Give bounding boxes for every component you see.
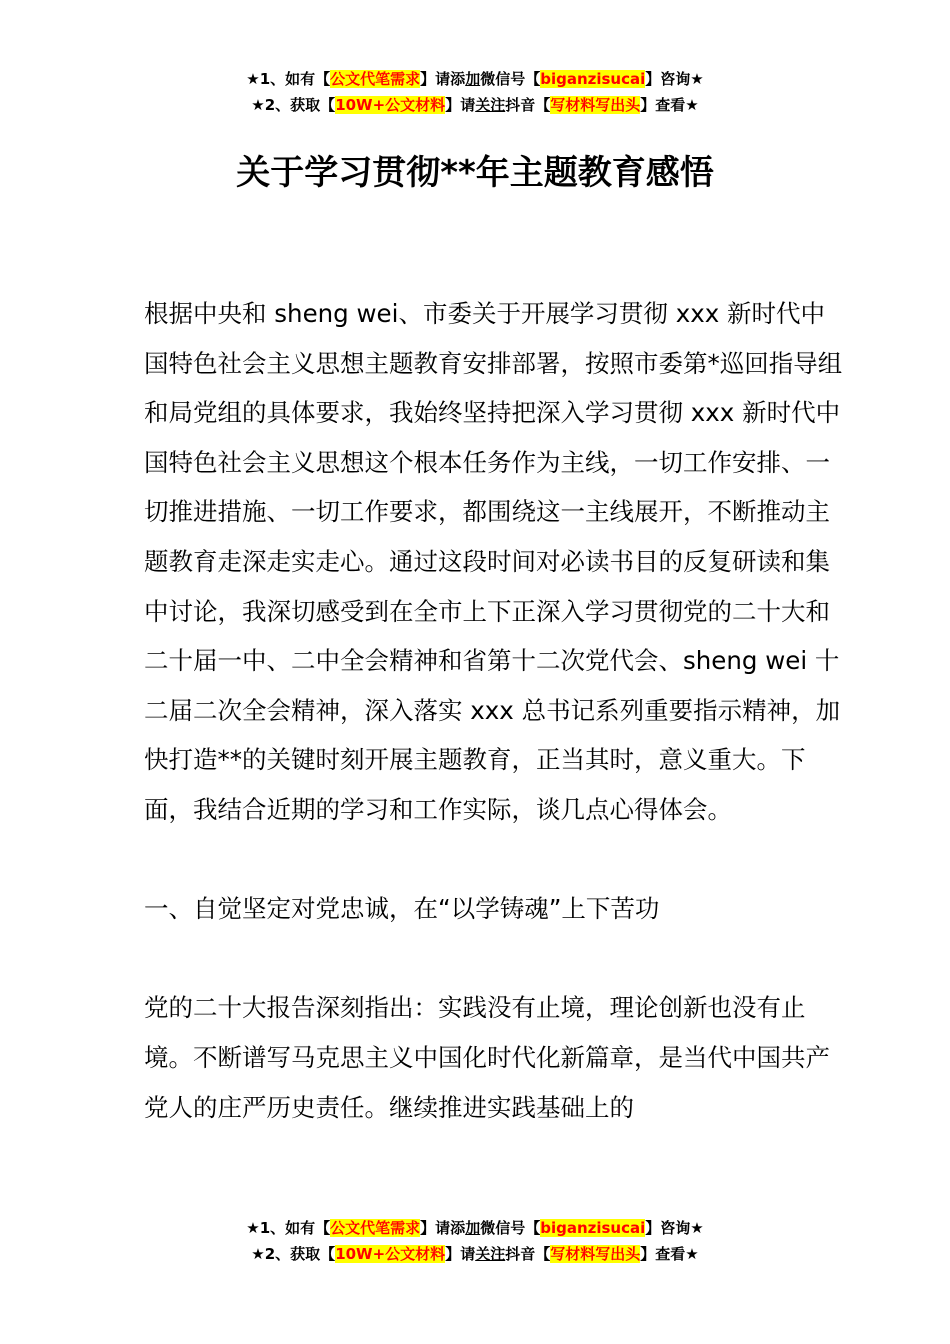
section-heading-1: 一、自觉坚定对党忠诚，在“以学铸魂”上下苦功 <box>144 894 660 924</box>
highlight-materials: 10W+公文材料 <box>335 1245 446 1263</box>
paragraph-intro: 根据中央和 sheng wei、市委关于开展学习贯彻 xxx 新时代中国特色社会主义思想主题教育安排部署，按照市委第*巡回指导组和局党组的具体要求，我始终坚持把深入学习贯彻 xxx 新时代中国特色社会主义思想这个根本任务作为主线，一切工作安排、一切推进措施、一切工作要求，都围绕这一主线展开，不断推动主题教育走深走实走心。通过这段时间对必读书目的反复研读和集中讨论，我深切感受到在全市上下正深入学习贯彻党的二十大和二十届一中、二中全会精神和省第十二次党代会、sheng wei 十二届二次全会精神，深入落实 xxx 总书记系列重要指示精神，加快打造**的关键时刻开展主题教育，正当其时，意义重大。下面，我结合近期的学习和工作实际，谈几点心得体会。 <box>144 299 843 824</box>
promo-banner-bottom <box>0 1215 950 1267</box>
promo-line-2: ★2、获取【10W+公文材料】请关注抖音【写材料写出头】查看★ <box>251 1245 699 1263</box>
paragraph-section-1: 党的二十大报告深刻指出：实践没有止境，理论创新也没有止境。不断谱写马克思主义中国化时代化新篇章，是当代中国共产党人的庄严历史责任。继续推进实践基础上的 <box>144 993 830 1122</box>
highlight-douyin-account: 写材料写出头 <box>550 96 641 114</box>
highlight-materials: 10W+公文材料 <box>335 96 446 114</box>
highlight-douyin-account: 写材料写出头 <box>550 1245 641 1263</box>
promo-line-2: ★2、获取【10W+公文材料】请关注抖音【写材料写出头】查看★ <box>251 96 699 114</box>
promo-line-1: ★1、如有【公文代笔需求】请添加微信号【biganzisucai】咨询★ <box>246 70 704 88</box>
promo-line-1: ★1、如有【公文代笔需求】请添加微信号【biganzisucai】咨询★ <box>246 1219 704 1237</box>
highlight-service: 公文代笔需求 <box>330 70 421 88</box>
promo-banner-top <box>0 66 950 118</box>
document-body <box>144 289 844 1132</box>
document-title: 关于学习贯彻**年主题教育感悟 <box>236 153 714 193</box>
highlight-wechat-id: biganzisucai <box>540 70 646 88</box>
highlight-service: 公文代笔需求 <box>330 1219 421 1237</box>
highlight-wechat-id: biganzisucai <box>540 1219 646 1237</box>
